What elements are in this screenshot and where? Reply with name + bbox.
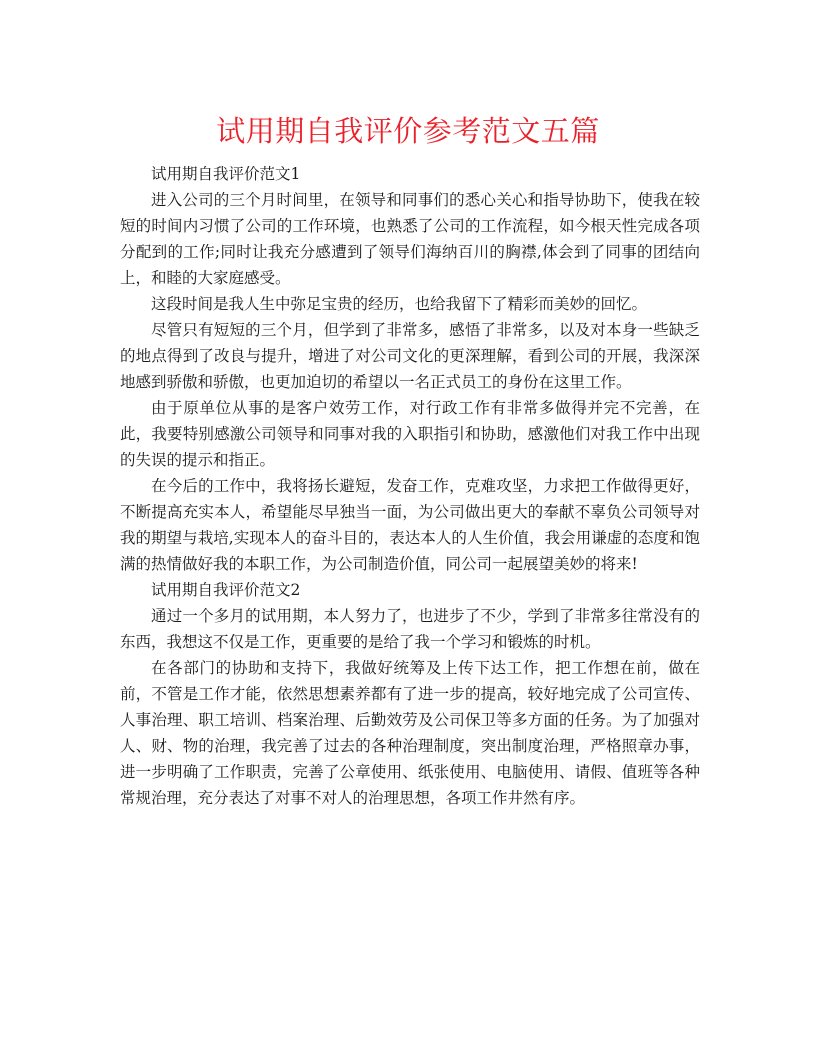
paragraph: 在今后的工作中，我将扬长避短，发奋工作，克难攻坚，力求把工作做得更好，不断提高充实本人，希望能尽早独当一面，为公司做出更大的奉献不辜负公司领导对我的期望与栽培,实现本人的奋斗目的，表达本人的人生价值，我会用谦虚的态度和饱满的热情做好我的本职工作，为公司制造价值，同公司一起展望美妙的将来!	[120, 477, 700, 573]
paragraph: 进入公司的三个月时间里，在领导和同事们的悉心关心和指导协助下，使我在较短的时间内习惯了公司的工作环境，也熟悉了公司的工作流程，如今根天性完成各项分配到的工作;同时让我充分感遭到了领导们海纳百川的胸襟,体会到了同事的团结向上，和睦的大家庭感受。	[120, 191, 700, 287]
paragraph: 这段时间是我人生中弥足宝贵的经历，也给我留下了精彩而美妙的回忆。	[151, 295, 648, 313]
paragraph: 尽管只有短短的三个月，但学到了非常多，感悟了非常多，以及对本身一些缺乏的地点得到了改良与提升，增进了对公司文化的更深理解，看到公司的开展，我深深地感到骄傲和骄傲，也更加迫切的希望以一名正式员工的身份在这里工作。	[120, 321, 700, 391]
paragraph: 在各部门的协助和支持下，我做好统筹及上传下达工作，把工作想在前，做在前，不管是工作才能，依然思想素养都有了进一步的提高，较好地完成了公司宣传、人事治理、职工培训、档案治理、后勤效劳及公司保卫等多方面的任务。为了加强对人、财、物的治理，我完善了过去的各种治理制度，突出制度治理，严格照章办事，进一步明确了工作职责，完善了公章使用、纸张使用、电脑使用、请假、值班等各种常规治理，充分表达了对事不对人的治理思想，各项工作井然有序。	[120, 659, 700, 807]
paragraph: 由于原单位从事的是客户效劳工作，对行政工作有非常多做得并完不完善，在此，我要特别感激公司领导和同事对我的入职指引和协助，感激他们对我工作中出现的失误的提示和指正。	[120, 399, 700, 469]
document-title: 试用期自我评价参考范文五篇	[216, 114, 600, 148]
section-heading: 试用期自我评价范文1	[151, 165, 301, 183]
section-heading: 试用期自我评价范文2	[151, 581, 301, 599]
document-body	[120, 161, 700, 811]
paragraph: 通过一个多月的试用期，本人努力了，也进步了不少，学到了非常多往常没有的东西，我想这不仅是工作，更重要的是给了我一个学习和锻炼的时机。	[120, 607, 700, 651]
